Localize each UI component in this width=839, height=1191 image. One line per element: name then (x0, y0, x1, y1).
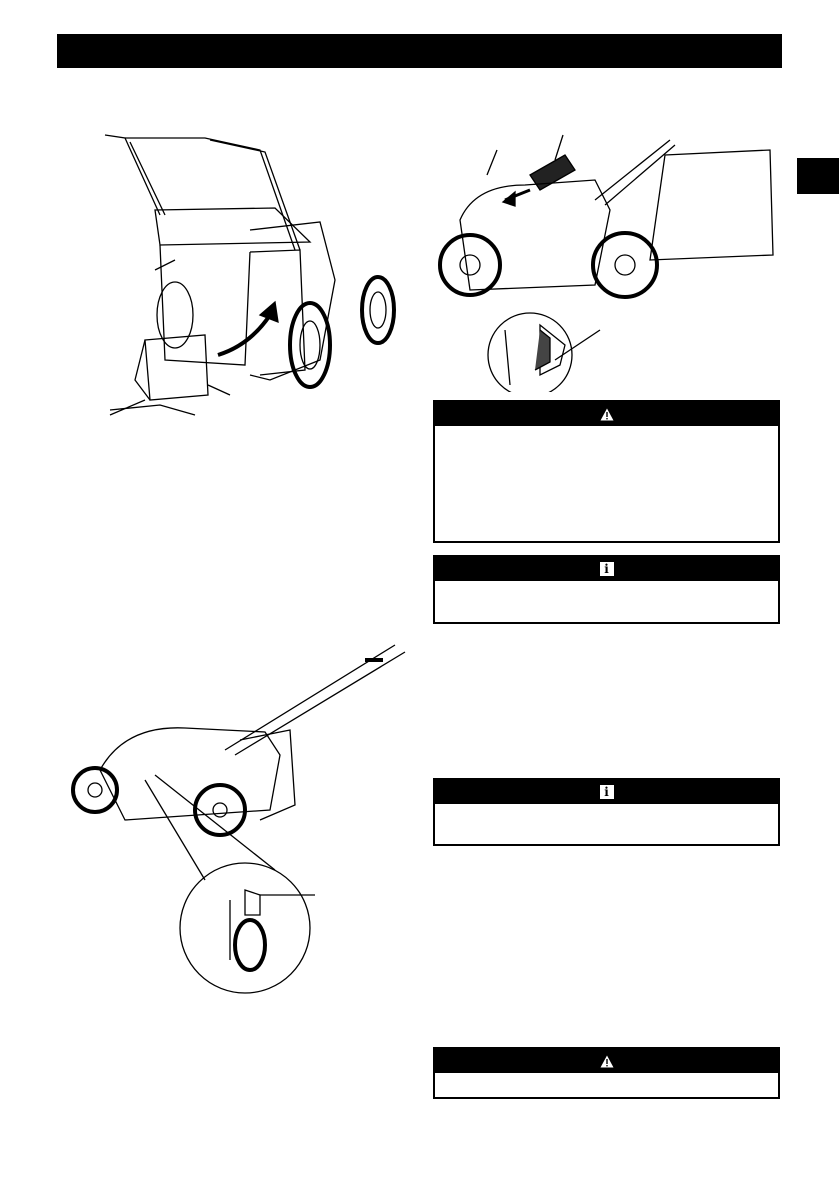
figure-battery-insertion (435, 130, 785, 392)
warning-triangle-icon (600, 408, 614, 421)
chapter-header-bar (57, 34, 782, 68)
warning-notice-box (433, 1047, 780, 1099)
warning-notice-box (433, 400, 780, 543)
notice-header (435, 402, 778, 426)
info-icon: i (600, 562, 614, 576)
battery-insertion-illustration (435, 130, 785, 392)
info-notice-box (433, 555, 780, 624)
notice-header (435, 557, 778, 581)
info-icon: i (600, 785, 614, 799)
height-adjust-illustration (65, 640, 410, 995)
notice-header (435, 780, 778, 804)
language-section-tab (797, 158, 839, 194)
figure-height-adjust (65, 640, 410, 995)
grass-bag-illustration (100, 130, 400, 430)
notice-header (435, 1049, 778, 1073)
figure-grass-bag (100, 130, 400, 430)
info-notice-box (433, 778, 780, 846)
warning-triangle-icon (600, 1055, 614, 1068)
